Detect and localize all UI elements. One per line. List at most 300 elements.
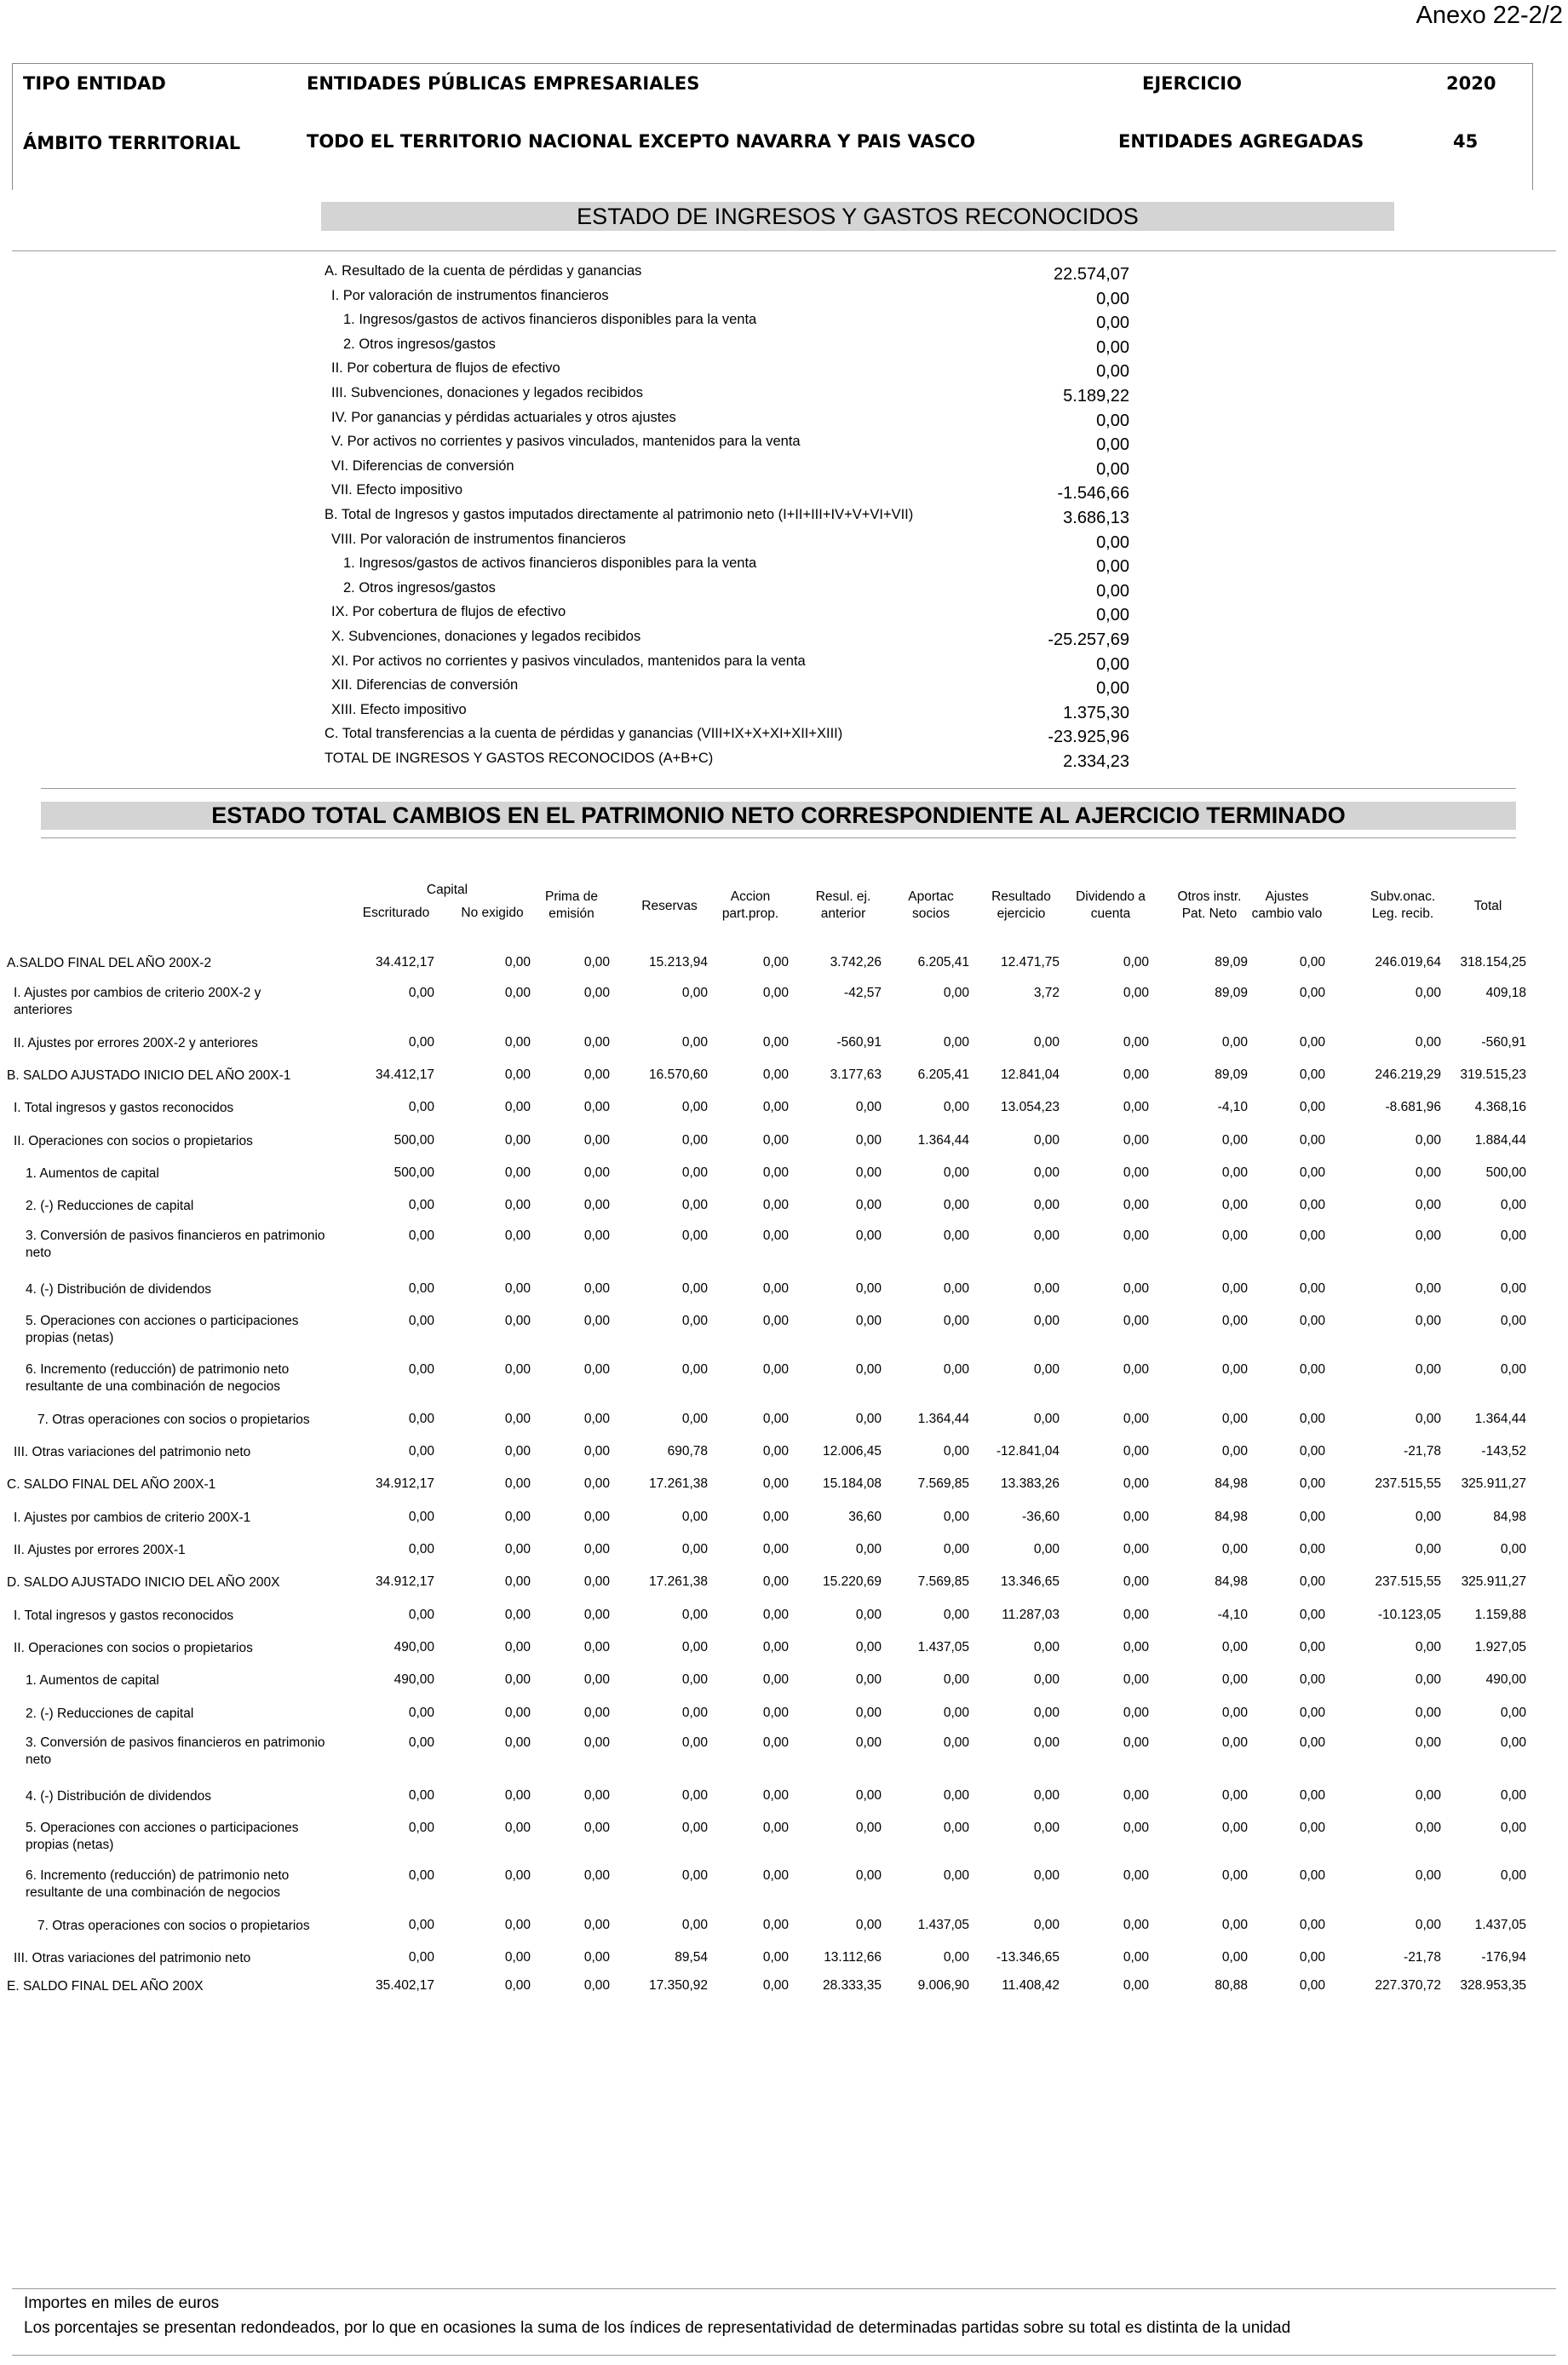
section1-row-label: XIII. Efecto impositivo	[331, 701, 467, 717]
section1-row-label: 1. Ingresos/gastos de activos financieros disponibles para la venta	[343, 312, 757, 328]
section2-cell: 0,00	[1123, 1198, 1149, 1212]
section2-cell: 690,78	[667, 1444, 708, 1459]
column-header-line2: ejercicio	[997, 906, 1046, 921]
section2-cell: 0,00	[1299, 1229, 1325, 1243]
section2-row	[0, 1035, 1568, 1061]
section2-cell: 0,00	[762, 1229, 789, 1243]
section2-cell: 0,00	[1221, 1788, 1248, 1803]
section2-cell: 0,00	[583, 1165, 610, 1180]
section2-cell: 0,00	[762, 986, 789, 1000]
section2-cell: 0,00	[1221, 1918, 1248, 1932]
section2-row-label: 3. Conversión de pasivos financieros en patrimonio neto	[26, 1229, 325, 1260]
section2-cell: 0,00	[1500, 1314, 1526, 1328]
section2-row-label: 1. Aumentos de capital	[26, 1673, 159, 1688]
section2-cell: 0,00	[1221, 1444, 1248, 1459]
section2-cell: 0,00	[583, 1412, 610, 1426]
section2-row-label: II. Ajustes por errores 200X-2 y anteriores	[14, 1036, 258, 1050]
section2-cell: 4.368,16	[1474, 1100, 1526, 1114]
section2-cell: 0,00	[408, 1918, 434, 1932]
section2-cell: 0,00	[1299, 1362, 1325, 1377]
section2-cell: 0,00	[1033, 1198, 1060, 1212]
section2-cell: 0,00	[855, 1198, 882, 1212]
section2-row	[0, 1978, 1568, 2002]
section2-cell: 0,00	[1415, 1821, 1441, 1835]
section2-cell: 0,00	[855, 1608, 882, 1622]
section2-cell: 3.177,63	[830, 1067, 882, 1082]
section2-cell: 409,18	[1485, 986, 1526, 1000]
section2-cell: 0,00	[1500, 1706, 1526, 1720]
section1-row	[325, 747, 1142, 771]
section2-cell: 0,00	[681, 1165, 708, 1180]
section1-row	[325, 406, 1142, 430]
section2-cell: 0,00	[681, 1510, 708, 1524]
section2-row	[0, 1476, 1568, 1502]
section2-cell: 246.219,29	[1375, 1067, 1441, 1082]
section2-cell: 0,00	[1299, 1950, 1325, 1965]
section2-cell: -42,57	[844, 986, 882, 1000]
section2-cell: 0,00	[1221, 1314, 1248, 1328]
section2-cell: 1.927,05	[1474, 1640, 1526, 1654]
section2-cell: 0,00	[1033, 1918, 1060, 1932]
section2-cell: 0,00	[681, 1133, 708, 1148]
ambito-value: TODO EL TERRITORIO NACIONAL EXCEPTO NAVARRA Y PAIS VASCO	[307, 131, 976, 152]
section2-cell: 0,00	[583, 1281, 610, 1296]
column-header-line2: socios	[912, 906, 950, 921]
column-header-line1: Otros instr.	[1177, 889, 1242, 904]
section1-row	[325, 357, 1142, 381]
section2-cell: 0,00	[681, 1918, 708, 1932]
section2-cell: 0,00	[1123, 1476, 1149, 1491]
section2-cell: -13.346,65	[996, 1950, 1060, 1965]
section2-cell: 0,00	[1123, 1608, 1149, 1622]
section2-cell: 0,00	[1033, 1035, 1060, 1050]
section2-cell: 34.412,17	[376, 955, 434, 970]
section2-cell: 0,00	[583, 1868, 610, 1883]
section2-cell: 0,00	[943, 1510, 969, 1524]
section2-row-label: III. Otras variaciones del patrimonio neto	[14, 1445, 251, 1459]
section2-cell: 0,00	[1123, 1281, 1149, 1296]
section2-cell: 0,00	[1500, 1542, 1526, 1557]
section2-cell: 15.220,69	[823, 1574, 882, 1589]
section1-row-value: -23.925,96	[1048, 728, 1129, 747]
section2-cell: 0,00	[408, 1608, 434, 1622]
section1-row-label: V. Por activos no corrientes y pasivos vinculados, mantenidos para la venta	[331, 434, 801, 450]
section2-top-divider	[41, 788, 1516, 789]
column-header-line2: cambio valo	[1251, 906, 1323, 921]
section2-cell: 0,00	[1299, 1978, 1325, 1993]
section2-row	[0, 1640, 1568, 1666]
section2-cell: 0,00	[504, 1510, 531, 1524]
section2-row-label: 6. Incremento (reducción) de patrimonio neto resultante de una combinación de negocios	[26, 1362, 290, 1394]
section2-cell: 0,00	[583, 1314, 610, 1328]
section2-cell: 0,00	[1415, 1412, 1441, 1426]
section2-cell: 0,00	[943, 1542, 969, 1557]
section2-cell: 0,00	[762, 1706, 789, 1720]
section2-cell: 0,00	[1221, 1706, 1248, 1720]
section2-cell: 0,00	[681, 1735, 708, 1750]
section2-cell: 0,00	[583, 1133, 610, 1148]
section2-cell: 0,00	[943, 1706, 969, 1720]
section2-row	[0, 1735, 1568, 1777]
section2-cell: 17.261,38	[649, 1476, 708, 1491]
section2-row	[0, 1867, 1568, 1910]
section2-cell: 0,00	[583, 1672, 610, 1687]
section2-cell: 1.364,44	[917, 1133, 969, 1148]
section1-row	[325, 650, 1142, 674]
section2-cell: 0,00	[1299, 1868, 1325, 1883]
section2-cell: 0,00	[1415, 1640, 1441, 1654]
section2-row-label: I. Total ingresos y gastos reconocidos	[14, 1101, 234, 1115]
section2-cell: 0,00	[1221, 1133, 1248, 1148]
section2-cell: 11.287,03	[1002, 1608, 1060, 1622]
section2-cell: 0,00	[504, 1476, 531, 1491]
section2-cell: 0,00	[1033, 1362, 1060, 1377]
section2-cell: 0,00	[1123, 1868, 1149, 1883]
section2-cell: 0,00	[408, 1444, 434, 1459]
section2-cell: 1.437,05	[917, 1640, 969, 1654]
section2-cell: 0,00	[504, 1672, 531, 1687]
section2-cell: 0,00	[504, 1165, 531, 1180]
section2-cell: 0,00	[1299, 1542, 1325, 1557]
section2-cell: 0,00	[681, 1281, 708, 1296]
section2-row	[0, 1788, 1568, 1814]
section2-cell: 490,00	[393, 1640, 434, 1654]
section2-cell: 0,00	[1221, 1542, 1248, 1557]
section2-cell: 0,00	[1299, 1412, 1325, 1426]
section2-cell: 0,00	[1123, 986, 1149, 1000]
section2-cell: 0,00	[504, 1412, 531, 1426]
section2-cell: 0,00	[1033, 1314, 1060, 1328]
section2-row-label: I. Ajustes por cambios de criterio 200X-1	[14, 1510, 251, 1525]
section2-cell: 34.912,17	[376, 1476, 434, 1491]
section2-cell: 237.515,55	[1375, 1574, 1441, 1589]
section2-cell: 0,00	[504, 1640, 531, 1654]
section2-row	[0, 1281, 1568, 1307]
section2-cell: 0,00	[583, 1706, 610, 1720]
section2-cell: 0,00	[1299, 1067, 1325, 1082]
section2-cell: 1.884,44	[1474, 1133, 1526, 1148]
section2-cell: 0,00	[762, 1821, 789, 1835]
section2-cell: -36,60	[1022, 1510, 1060, 1524]
column-header-line1: Accion	[730, 889, 771, 904]
section2-cell: 0,00	[943, 1035, 969, 1050]
section2-cell: 15.184,08	[823, 1476, 882, 1491]
section2-cell: 0,00	[1123, 1510, 1149, 1524]
section2-cell: 0,00	[583, 1510, 610, 1524]
section2-cell: 1.437,05	[1474, 1918, 1526, 1932]
section2-cell: 1.159,88	[1474, 1608, 1526, 1622]
section2-cell: 0,00	[583, 1067, 610, 1082]
section2-cell: 0,00	[855, 1706, 882, 1720]
section2-cell: 0,00	[504, 1918, 531, 1932]
section2-cell: 13.112,66	[824, 1950, 882, 1965]
section2-cell: 0,00	[504, 1362, 531, 1377]
section2-row-label: II. Operaciones con socios o propietarios	[14, 1641, 253, 1655]
section2-cell: 0,00	[1299, 1918, 1325, 1932]
section1-row	[325, 430, 1142, 454]
section2-row-label: A.SALDO FINAL DEL AÑO 200X-2	[7, 956, 212, 970]
section2-cell: 0,00	[583, 1735, 610, 1750]
section1-row	[325, 333, 1142, 357]
section2-cell: 0,00	[408, 1035, 434, 1050]
section2-cell: 0,00	[1415, 1868, 1441, 1883]
section2-cell: 0,00	[1221, 1821, 1248, 1835]
section1-row-value: 0,00	[1096, 362, 1129, 382]
section2-row-label: 7. Otras operaciones con socios o propietarios	[37, 1919, 310, 1933]
section2-cell: 500,00	[393, 1133, 434, 1148]
section2-cell: 0,00	[762, 1542, 789, 1557]
ejercicio-value: 2020	[1446, 73, 1496, 94]
section2-row-label: E. SALDO FINAL DEL AÑO 200X	[7, 1979, 204, 1994]
section2-cell: 0,00	[1415, 1706, 1441, 1720]
section2-cell: 0,00	[1221, 1640, 1248, 1654]
agregadas-label: ENTIDADES AGREGADAS	[1118, 131, 1364, 152]
section2-cell: 0,00	[1123, 1918, 1149, 1932]
section1-row-label: 1. Ingresos/gastos de activos financieros disponibles para la venta	[343, 555, 757, 572]
ejercicio-label: EJERCICIO	[1142, 73, 1242, 94]
section2-cell: 0,00	[1033, 1412, 1060, 1426]
section2-cell: 0,00	[762, 1067, 789, 1082]
section2-cell: 0,00	[408, 1362, 434, 1377]
section2-cell: 0,00	[504, 1821, 531, 1835]
section1-row	[325, 308, 1142, 332]
section1-row-label: VII. Efecto impositivo	[331, 482, 463, 498]
section2-cell: 0,00	[855, 1133, 882, 1148]
section2-cell: 0,00	[855, 1281, 882, 1296]
section2-bottom-divider	[41, 837, 1516, 838]
section1-row	[325, 479, 1142, 503]
section2-cell: 84,98	[1215, 1510, 1248, 1524]
section2-cell: 0,00	[408, 1542, 434, 1557]
section1-row	[325, 601, 1142, 624]
section2-cell: 84,98	[1215, 1574, 1248, 1589]
section2-cell: 0,00	[681, 1314, 708, 1328]
section2-cell: 0,00	[762, 1100, 789, 1114]
section2-cell: 0,00	[583, 1100, 610, 1114]
section2-cell: 0,00	[943, 1165, 969, 1180]
section2-cell: 36,60	[848, 1510, 882, 1524]
section2-cell: 0,00	[1500, 1362, 1526, 1377]
section2-cell: 0,00	[583, 986, 610, 1000]
section2-cell: 0,00	[855, 1868, 882, 1883]
section2-cell: 0,00	[504, 1950, 531, 1965]
section2-cell: 0,00	[1415, 1198, 1441, 1212]
section2-cell: 0,00	[1415, 1788, 1441, 1803]
section1-row-value: 0,00	[1096, 314, 1129, 333]
section2-cell: 0,00	[504, 1229, 531, 1243]
agregadas-value: 45	[1453, 131, 1479, 152]
section2-cell: 0,00	[1415, 1918, 1441, 1932]
section2-cell: 80,88	[1215, 1978, 1248, 1993]
footer-rounding-note: Los porcentajes se presentan redondeados, por lo que en ocasiones la suma de los índices de representatividad de determinadas partidas sobre su total es distinta de la unidad	[24, 2319, 1291, 2337]
column-header: Reservas	[641, 899, 698, 913]
column-header: Total	[1473, 899, 1502, 913]
section2-cell: 0,00	[583, 1476, 610, 1491]
section2-cell: 0,00	[762, 955, 789, 970]
section2-cell: 0,00	[1221, 1672, 1248, 1687]
section2-cell: 0,00	[1033, 1542, 1060, 1557]
section2-cell: 0,00	[943, 1444, 969, 1459]
section2-cell: 0,00	[504, 1735, 531, 1750]
section2-cell: 89,09	[1215, 1067, 1248, 1082]
section2-cell: 0,00	[1033, 1821, 1060, 1835]
section2-cell: 0,00	[1123, 1444, 1149, 1459]
section2-cell: -21,78	[1404, 1950, 1441, 1965]
section2-row-label: I. Total ingresos y gastos reconocidos	[14, 1608, 234, 1623]
section2-cell: 0,00	[855, 1100, 882, 1114]
section2-cell: 0,00	[583, 1821, 610, 1835]
section2-cell: 0,00	[943, 1198, 969, 1212]
section2-cell: 0,00	[1299, 1574, 1325, 1589]
section2-row-label: 7. Otras operaciones con socios o propietarios	[37, 1413, 310, 1427]
section2-cell: 0,00	[504, 1788, 531, 1803]
section2-cell: 0,00	[681, 1198, 708, 1212]
section2-cell: 0,00	[1123, 1788, 1149, 1803]
section1-row-label: TOTAL DE INGRESOS Y GASTOS RECONOCIDOS (A+B+C)	[325, 751, 714, 766]
section2-cell: 0,00	[1123, 955, 1149, 970]
section2-cell: 0,00	[943, 986, 969, 1000]
section1-row-label: 2. Otros ingresos/gastos	[343, 336, 496, 352]
section2-row-label: D. SALDO AJUSTADO INICIO DEL AÑO 200X	[7, 1575, 280, 1590]
section2-cell: 0,00	[762, 1608, 789, 1622]
section2-cell: 0,00	[583, 1788, 610, 1803]
column-header-line2: part.prop.	[721, 906, 779, 921]
section2-cell: 1.437,05	[917, 1918, 969, 1932]
section2-row	[0, 1542, 1568, 1568]
section2-cell: 0,00	[855, 1412, 882, 1426]
section2-cell: 0,00	[1299, 1133, 1325, 1148]
ambito-label: ÁMBITO TERRITORIAL	[23, 133, 241, 153]
section1-row-value: 0,00	[1096, 337, 1129, 357]
section1-row-label: IX. Por cobertura de flujos de efectivo	[331, 604, 566, 620]
footer-units-note: Importes en miles de euros	[24, 2294, 220, 2312]
section2-cell: 0,00	[1299, 1640, 1325, 1654]
section2-cell: 0,00	[583, 1978, 610, 1993]
section2-cell: 12.006,45	[823, 1444, 882, 1459]
section2-row	[0, 1133, 1568, 1159]
section1-row-label: II. Por cobertura de flujos de efectivo	[331, 360, 560, 377]
section1-row	[325, 528, 1142, 552]
section2-cell: 84,98	[1493, 1510, 1526, 1524]
section1-row-label: VIII. Por valoración de instrumentos financieros	[331, 531, 626, 547]
section2-cell: 0,00	[583, 1640, 610, 1654]
section2-cell: 0,00	[762, 1281, 789, 1296]
section2-cell: 0,00	[855, 1542, 882, 1557]
section2-cell: 0,00	[504, 1978, 531, 1993]
section1-row-value: 0,00	[1096, 606, 1129, 625]
section2-cell: 0,00	[1123, 1314, 1149, 1328]
section2-cell: 9.006,90	[917, 1978, 969, 1993]
section2-cell: 0,00	[855, 1918, 882, 1932]
section1-row-value: 0,00	[1096, 289, 1129, 308]
section2-cell: -143,52	[1481, 1444, 1526, 1459]
section2-cell: 0,00	[408, 1198, 434, 1212]
section2-cell: 0,00	[583, 1608, 610, 1622]
column-header-line2: cuenta	[1090, 906, 1131, 921]
section2-cell: 84,98	[1215, 1476, 1248, 1491]
section2-row-label: 6. Incremento (reducción) de patrimonio neto resultante de una combinación de negocios	[26, 1868, 290, 1900]
section2-cell: 89,09	[1215, 955, 1248, 970]
section2-cell: 0,00	[1415, 1510, 1441, 1524]
section2-cell: 0,00	[1123, 1412, 1149, 1426]
section1-row-value: 3.686,13	[1063, 509, 1129, 527]
section2-row-label: 1. Aumentos de capital	[26, 1166, 159, 1181]
section2-cell: 0,00	[681, 1100, 708, 1114]
section2-cell: 3,72	[1033, 986, 1060, 1000]
section2-row	[0, 1672, 1568, 1698]
section2-cell: 0,00	[943, 1672, 969, 1687]
section2-cell: 0,00	[408, 1281, 434, 1296]
section2-cell: 34.912,17	[376, 1574, 434, 1589]
section2-cell: 28.333,35	[823, 1978, 882, 1993]
section2-cell: 0,00	[583, 1444, 610, 1459]
section2-cell: 0,00	[762, 1314, 789, 1328]
section2-cell: 0,00	[504, 1706, 531, 1720]
section2-cell: 0,00	[504, 1868, 531, 1883]
section2-cell: 0,00	[681, 1035, 708, 1050]
section2-row	[0, 955, 1568, 979]
section2-cell: 0,00	[762, 1672, 789, 1687]
section2-cell: 0,00	[1299, 986, 1325, 1000]
column-header-line1: Ajustes	[1265, 889, 1309, 904]
section2-cell: 0,00	[762, 1035, 789, 1050]
section2-row	[0, 1608, 1568, 1633]
section2-cell: 0,00	[762, 1978, 789, 1993]
section2-cell: 0,00	[681, 1542, 708, 1557]
section2-cell: 0,00	[583, 1542, 610, 1557]
section1-row	[325, 722, 1142, 746]
section1-row-value: 0,00	[1096, 654, 1129, 674]
section2-cell: 0,00	[681, 1608, 708, 1622]
section1-row-value: 5.189,22	[1063, 387, 1129, 406]
section2-cell: 0,00	[1123, 1735, 1149, 1750]
section2-cell: 246.019,64	[1375, 955, 1441, 970]
section2-cell: 0,00	[855, 1229, 882, 1243]
section2-cell: 0,00	[943, 1788, 969, 1803]
section2-cell: 13.054,23	[1001, 1100, 1060, 1114]
section2-cell: 0,00	[408, 1735, 434, 1750]
section2-cell: 0,00	[943, 1608, 969, 1622]
section2-cell: 0,00	[762, 1510, 789, 1524]
section2-cell: 0,00	[408, 1314, 434, 1328]
section2-cell: 0,00	[1221, 1735, 1248, 1750]
section2-cell: 0,00	[504, 955, 531, 970]
section2-cell: 0,00	[855, 1640, 882, 1654]
section2-cell: 0,00	[1033, 1229, 1060, 1243]
section2-cell: 0,00	[1221, 1229, 1248, 1243]
section2-cell: -8.681,96	[1385, 1100, 1441, 1114]
section2-cell: 0,00	[681, 1821, 708, 1835]
section2-cell: 6.205,41	[917, 1067, 969, 1082]
section2-cell: 13.383,26	[1001, 1476, 1060, 1491]
section2-cell: 0,00	[1415, 1542, 1441, 1557]
section1-row-value: 1.375,30	[1063, 703, 1129, 722]
section2-cell: 35.402,17	[376, 1978, 434, 1993]
section2-cell: 0,00	[504, 1100, 531, 1114]
section2-cell: 0,00	[1123, 1035, 1149, 1050]
column-header-line2: anterior	[820, 906, 866, 921]
section2-cell: 3.742,26	[830, 955, 882, 970]
section2-cell: 0,00	[408, 1100, 434, 1114]
section2-cell: 0,00	[762, 1640, 789, 1654]
section2-cell: 12.841,04	[1001, 1067, 1060, 1082]
section1-row-value: -25.257,69	[1048, 630, 1129, 649]
section2-row	[0, 1100, 1568, 1125]
section2-cell: -10.123,05	[1377, 1608, 1441, 1622]
section2-row-label: II. Ajustes por errores 200X-1	[14, 1543, 186, 1557]
section2-cell: 0,00	[762, 1476, 789, 1491]
section2-cell: 0,00	[1299, 1476, 1325, 1491]
